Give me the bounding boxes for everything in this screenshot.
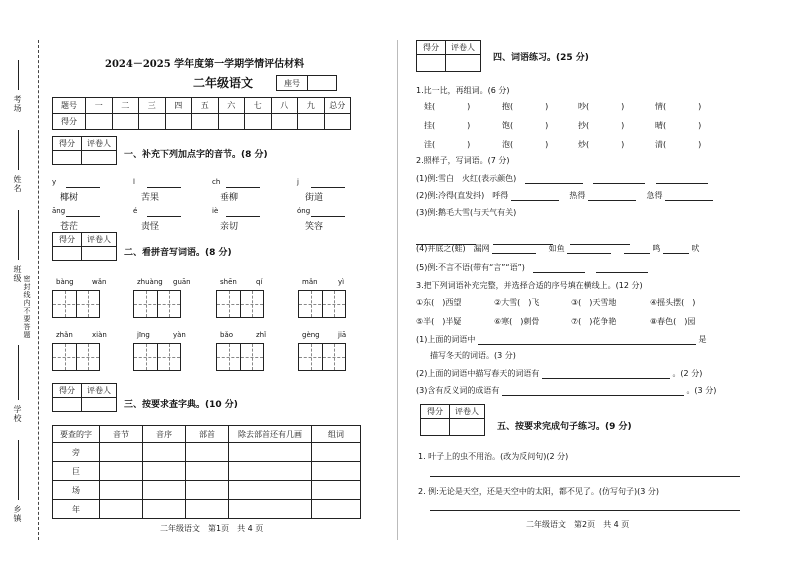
- grader-label: 评卷人: [82, 137, 117, 151]
- score-table-cell[interactable]: [324, 114, 351, 130]
- dictionary-table-header: 音序: [143, 426, 186, 443]
- idiom-item[interactable]: ④摇头摆( ): [650, 298, 696, 307]
- pinyin-hint: óng: [297, 207, 311, 215]
- answer-cell[interactable]: [312, 500, 361, 519]
- answer-paren[interactable]: ( ): [510, 121, 549, 130]
- field-class-label: 班级: [13, 265, 22, 283]
- compare-char: 娃: [424, 102, 432, 111]
- section2-title: 二、看拼音写词语。(8 分): [124, 248, 232, 258]
- score-table-cell[interactable]: [112, 114, 139, 130]
- pinyin-hint: āng: [52, 207, 66, 215]
- grader-label: 评卷人: [82, 233, 117, 247]
- pinyin-hint: y: [52, 178, 57, 186]
- score-table-column-header: 五: [192, 98, 219, 114]
- score-table-column-header: 六: [218, 98, 245, 114]
- score-label: 得分: [53, 233, 82, 247]
- grader-cell[interactable]: [82, 398, 117, 412]
- q2-line5: (5)例:不言不语(带有“言”“语”): [416, 262, 648, 273]
- section3-score-box: [52, 383, 117, 412]
- grader-cell[interactable]: [82, 247, 117, 261]
- answer-cell[interactable]: [100, 481, 143, 500]
- score-table-column-header: 八: [271, 98, 298, 114]
- q3-sub1-tail: 描写冬天的词语。(3 分): [430, 351, 516, 360]
- compare-char: 吵: [578, 102, 586, 111]
- q3-sub3: (3)含有反义词的成语有 。(3 分): [416, 386, 717, 395]
- score-table-cell[interactable]: [271, 114, 298, 130]
- answer-blank[interactable]: [656, 174, 708, 184]
- answer-paren[interactable]: ( ): [432, 121, 471, 130]
- pinyin-syllable: yì: [338, 278, 345, 286]
- word-with-dotted-char: 亲切: [220, 222, 239, 232]
- answer-blank[interactable]: [588, 191, 636, 201]
- lookup-char: 旁: [53, 443, 100, 462]
- score-table-cell[interactable]: [192, 114, 219, 130]
- score-cell[interactable]: [53, 151, 82, 165]
- pinyin-blank[interactable]: [226, 187, 260, 188]
- compare-char: 清: [655, 140, 663, 149]
- q3-label: 3.把下列词语补充完整，并选择合适的序号填在横线上。(12 分): [416, 281, 643, 290]
- word-with-dotted-char: 街道: [305, 193, 324, 203]
- writing-grid[interactable]: [216, 343, 264, 371]
- section2-score-box: [52, 232, 117, 261]
- answer-blank[interactable]: [596, 263, 648, 273]
- table-row: [53, 462, 361, 481]
- score-table: [52, 97, 351, 130]
- writing-grid[interactable]: [133, 290, 181, 318]
- dictionary-table-header: 除去部首还有几画: [229, 426, 312, 443]
- word-with-dotted-char: 责怪: [141, 222, 160, 232]
- idiom-item[interactable]: ⑥寒( )刺骨: [494, 317, 540, 326]
- q2-line2: (2)例:冷得(直发抖) 呼得 热得 急得: [416, 190, 713, 201]
- field-town-line[interactable]: [18, 440, 20, 500]
- table-row: [53, 500, 361, 519]
- answer-paren[interactable]: ( ): [663, 102, 702, 111]
- compare-char: 抄: [578, 121, 586, 130]
- field-school-line[interactable]: [18, 345, 20, 400]
- score-table-column-header: 二: [112, 98, 139, 114]
- dictionary-table-header: 部首: [186, 426, 229, 443]
- score-table-column-header: 一: [86, 98, 113, 114]
- grader-label: 评卷人: [82, 384, 117, 398]
- field-name-label: 姓名: [13, 175, 22, 193]
- answer-cell[interactable]: [143, 481, 186, 500]
- answer-cell[interactable]: [229, 500, 312, 519]
- word-with-dotted-char: 笑容: [305, 222, 324, 232]
- field-town-label: 乡镇: [13, 505, 22, 523]
- compare-word-item: [424, 101, 480, 112]
- field-class-line[interactable]: [18, 210, 20, 260]
- score-cell[interactable]: [417, 55, 446, 72]
- grader-cell[interactable]: [82, 151, 117, 165]
- answer-paren[interactable]: ( ): [432, 140, 471, 149]
- idiom-item[interactable]: ②大雪( )飞: [494, 298, 540, 307]
- answer-cell[interactable]: [186, 443, 229, 462]
- score-table-cell[interactable]: [298, 114, 325, 130]
- answer-cell[interactable]: [143, 500, 186, 519]
- answer-paren[interactable]: ( ): [510, 102, 549, 111]
- pinyin-syllable: bǎo: [220, 331, 234, 339]
- pinyin-syllable: jīng: [137, 331, 150, 339]
- score-table-column-header: 三: [139, 98, 166, 114]
- dictionary-table-header: 要查的字: [53, 426, 100, 443]
- pinyin-syllable: wǎn: [92, 278, 107, 286]
- answer-blank[interactable]: [525, 174, 583, 184]
- q2-line4: (4)井底之(蛙) 漏网 如鱼 鸣 吠: [416, 244, 700, 253]
- grader-label: 评卷人: [446, 41, 481, 55]
- grader-cell[interactable]: [450, 419, 485, 436]
- table-row: [53, 443, 361, 462]
- compare-char: 泡: [502, 140, 510, 149]
- answer-paren[interactable]: ( ): [586, 121, 625, 130]
- score-table-cell[interactable]: [139, 114, 166, 130]
- answer-cell[interactable]: [143, 462, 186, 481]
- compare-char: 抱: [502, 102, 510, 111]
- word-with-dotted-char: 苍茫: [60, 222, 79, 232]
- pinyin-syllable: qí: [256, 278, 263, 286]
- pinyin-syllable: bàng: [56, 278, 74, 286]
- compare-word-item: [578, 101, 634, 112]
- section1-title: 一、补充下列加点字的音节。(8 分): [124, 150, 268, 160]
- pinyin-hint: iè: [212, 207, 219, 215]
- exam-title: 2024－2025 学年度第一学期学情评估材料: [105, 59, 305, 70]
- score-table-row-label: 题号: [53, 98, 86, 114]
- answer-blank[interactable]: [624, 244, 650, 254]
- seal-notice: 密封线内不要答题: [23, 275, 31, 339]
- seat-number-input[interactable]: [308, 76, 337, 91]
- answer-blank[interactable]: [665, 191, 713, 201]
- compare-word-item: [424, 139, 480, 150]
- compare-word-item: [655, 120, 711, 131]
- answer-cell[interactable]: [312, 443, 361, 462]
- score-cell[interactable]: [53, 247, 82, 261]
- writing-grid[interactable]: [52, 343, 100, 371]
- pinyin-blank[interactable]: [147, 216, 181, 217]
- answer-blank[interactable]: [593, 174, 645, 184]
- pinyin-blank[interactable]: [311, 216, 345, 217]
- score-table-cell[interactable]: [218, 114, 245, 130]
- pinyin-syllable: zhǎn: [56, 331, 73, 339]
- idiom-item[interactable]: ③( )天雪地: [571, 298, 617, 307]
- answer-cell[interactable]: [229, 443, 312, 462]
- word-with-dotted-char: 苦果: [141, 193, 160, 203]
- answer-paren[interactable]: ( ): [586, 140, 625, 149]
- dictionary-table-header: 组词: [312, 426, 361, 443]
- compare-char: 晴: [655, 121, 663, 130]
- score-table-cell[interactable]: [86, 114, 113, 130]
- page-divider: [397, 40, 398, 540]
- answer-cell[interactable]: [186, 462, 229, 481]
- score-table-column-header: 七: [245, 98, 272, 114]
- q2-line1: (1)例:雪白 火红(表示颜色): [416, 173, 708, 184]
- answer-blank[interactable]: [663, 244, 689, 254]
- pinyin-syllable: zhuàng: [137, 278, 163, 286]
- grader-label: 评卷人: [450, 405, 485, 419]
- pinyin-hint: l: [133, 178, 135, 186]
- answer-paren[interactable]: ( ): [663, 140, 702, 149]
- field-exam-room-label: 考场: [13, 95, 22, 113]
- compare-char: 洼: [424, 140, 432, 149]
- compare-word-item: [578, 120, 634, 131]
- pinyin-syllable: guān: [173, 278, 191, 286]
- pinyin-hint: é: [133, 207, 138, 215]
- answer-cell[interactable]: [143, 443, 186, 462]
- answer-cell[interactable]: [186, 500, 229, 519]
- idiom-item[interactable]: ⑧春色( )园: [650, 317, 696, 326]
- subject-title: 二年级语文: [193, 76, 254, 90]
- section1-score-box: [52, 136, 117, 165]
- lookup-char: 年: [53, 500, 100, 519]
- answer-blank[interactable]: [478, 335, 696, 345]
- answer-blank[interactable]: [492, 244, 536, 254]
- pinyin-syllable: shēn: [220, 278, 237, 286]
- s5-q1: 1. 叶子上的虫不用治。(改为反问句)(2 分): [418, 452, 569, 461]
- section4-score-box: [416, 40, 481, 72]
- pinyin-blank[interactable]: [311, 187, 345, 188]
- writing-grid[interactable]: [216, 290, 264, 318]
- section5-title: 五、按要求完成句子练习。(9 分): [497, 422, 632, 432]
- compare-word-item: [424, 120, 480, 131]
- score-table-cell[interactable]: [165, 114, 192, 130]
- compare-char: 情: [655, 102, 663, 111]
- answer-blank[interactable]: [502, 386, 684, 396]
- score-table-column-header: 四: [165, 98, 192, 114]
- answer-paren[interactable]: ( ): [586, 102, 625, 111]
- word-with-dotted-char: 椰树: [60, 193, 79, 203]
- compare-char: 炒: [578, 140, 586, 149]
- idiom-item[interactable]: ⑦( )花争艳: [571, 317, 617, 326]
- answer-paren[interactable]: ( ): [432, 102, 471, 111]
- pinyin-syllable: xiàn: [92, 331, 107, 339]
- pinyin-syllable: yàn: [173, 331, 186, 339]
- q3-sub1: (1)上面的词语中 是: [416, 335, 707, 344]
- compare-word-item: [655, 101, 711, 112]
- seat-number-box: [276, 75, 337, 91]
- pinyin-blank[interactable]: [66, 216, 100, 217]
- answer-cell[interactable]: [100, 462, 143, 481]
- compare-word-item: [578, 139, 634, 150]
- answer-line[interactable]: [430, 510, 740, 511]
- answer-cell[interactable]: [312, 462, 361, 481]
- pinyin-syllable: mǎn: [302, 278, 318, 286]
- lookup-char: 巨: [53, 462, 100, 481]
- s5-q2: 2. 例:无论是天空，还是天空中的太阳，都不见了。(仿写句子)(3 分): [418, 487, 659, 496]
- compare-word-item: [502, 139, 558, 150]
- section4-title: 四、词语练习。(25 分): [493, 53, 589, 63]
- section5-score-box: [420, 404, 485, 436]
- grader-cell[interactable]: [446, 55, 481, 72]
- compare-char: 挂: [424, 121, 432, 130]
- score-label: 得分: [421, 405, 450, 419]
- pinyin-syllable: zhǐ: [256, 331, 267, 339]
- section3-title: 三、按要求查字典。(10 分): [124, 400, 238, 410]
- table-row: [53, 481, 361, 500]
- answer-cell[interactable]: [100, 443, 143, 462]
- field-name-line[interactable]: [18, 130, 20, 170]
- answer-paren[interactable]: ( ): [663, 121, 702, 130]
- writing-grid[interactable]: [298, 290, 346, 318]
- answer-line[interactable]: [430, 476, 740, 477]
- compare-word-item: [655, 139, 711, 150]
- answer-blank[interactable]: [567, 244, 611, 254]
- page1-footer: 二年级语文 第1页 共 4 页: [160, 524, 264, 533]
- page2-footer: 二年级语文 第2页 共 4 页: [526, 520, 630, 529]
- word-with-dotted-char: 垂柳: [220, 193, 239, 203]
- q2-label: 2.照样子，写词语。(7 分): [416, 156, 510, 165]
- score-cell[interactable]: [421, 419, 450, 436]
- answer-cell[interactable]: [229, 481, 312, 500]
- field-exam-room-line[interactable]: [18, 60, 20, 90]
- answer-cell[interactable]: [312, 481, 361, 500]
- answer-cell[interactable]: [229, 462, 312, 481]
- compare-word-item: [502, 120, 558, 131]
- score-cell[interactable]: [53, 398, 82, 412]
- answer-cell[interactable]: [100, 500, 143, 519]
- dictionary-table: [52, 425, 361, 519]
- score-label: 得分: [417, 41, 446, 55]
- seal-line: [38, 40, 39, 540]
- idiom-item[interactable]: ①东( )西望: [416, 298, 462, 307]
- q3-sub2: (2)上面的词语中描写春天的词语有 。(2 分): [416, 369, 703, 378]
- answer-paren[interactable]: ( ): [510, 140, 549, 149]
- dictionary-table-header: 音节: [100, 426, 143, 443]
- writing-grid[interactable]: [52, 290, 100, 318]
- q1-label: 1.比一比，再组词。(6 分): [416, 86, 510, 95]
- writing-grid[interactable]: [133, 343, 181, 371]
- compare-char: 饱: [502, 121, 510, 130]
- compare-word-item: [502, 101, 558, 112]
- pinyin-syllable: jiā: [338, 331, 347, 339]
- idiom-item[interactable]: ⑤半( )半疑: [416, 317, 462, 326]
- lookup-char: 场: [53, 481, 100, 500]
- score-table-cell[interactable]: [245, 114, 272, 130]
- answer-cell[interactable]: [186, 481, 229, 500]
- writing-grid[interactable]: [298, 343, 346, 371]
- answer-blank[interactable]: [533, 263, 585, 273]
- pinyin-blank[interactable]: [147, 187, 181, 188]
- score-label: 得分: [53, 137, 82, 151]
- score-table-column-header: 九: [298, 98, 325, 114]
- pinyin-blank[interactable]: [226, 216, 260, 217]
- field-school-label: 学校: [13, 405, 22, 423]
- pinyin-syllable: gèng: [302, 331, 320, 339]
- pinyin-hint: j: [297, 178, 299, 186]
- score-table-column-header: 总分: [324, 98, 351, 114]
- q2-line3: (3)例:鹅毛大雪(与天气有关): [416, 208, 517, 217]
- score-table-row-label: 得分: [53, 114, 86, 130]
- answer-blank[interactable]: [542, 369, 670, 379]
- answer-blank[interactable]: [511, 191, 559, 201]
- score-label: 得分: [53, 384, 82, 398]
- seat-label: 座号: [277, 76, 308, 91]
- pinyin-hint: ch: [212, 178, 221, 186]
- pinyin-blank[interactable]: [66, 187, 100, 188]
